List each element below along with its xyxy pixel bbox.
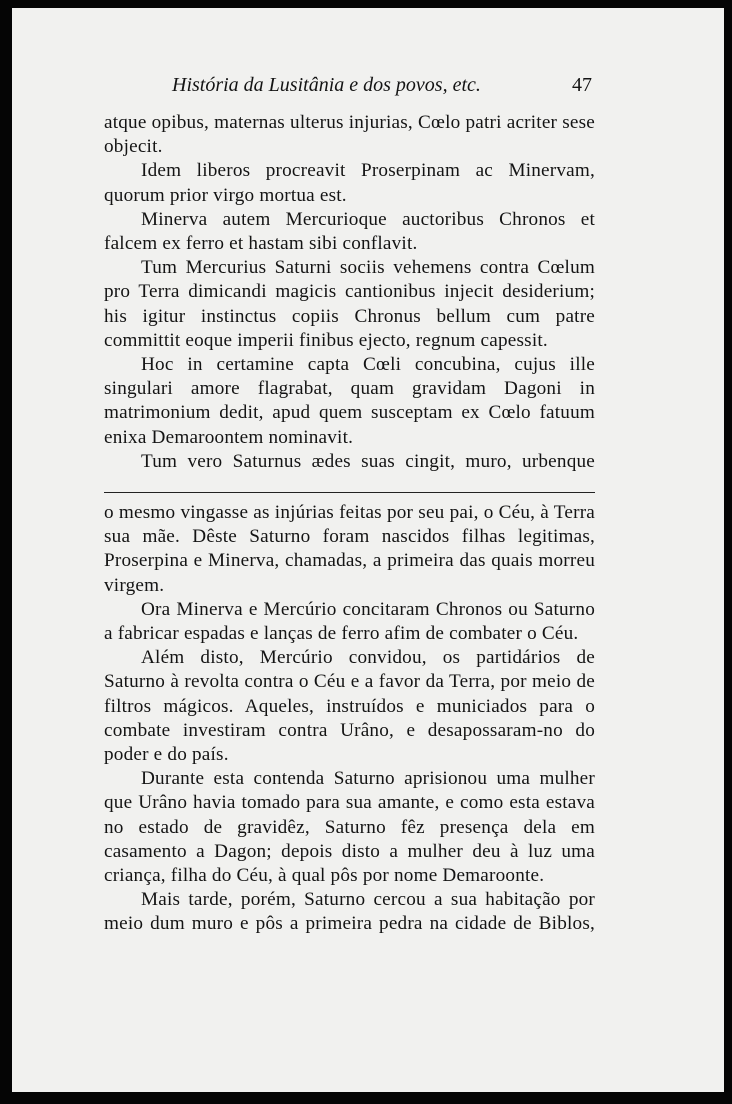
- portuguese-paragraph: Durante esta contenda Saturno aprisionou uma mulher que Urâno havia tomado para sua amante, e como esta estava no estado de gravidêz, Saturno fêz presença dela em casamento a Dagon; depois disto a mulher deu à luz uma criança, filha do Céu, à qual pôs por nome Demaroonte.: [104, 768, 595, 887]
- latin-paragraph: Minerva autem Mercurioque auctoribus Chronos et falcem ex ferro et hastam sibi conflavit.: [104, 208, 595, 255]
- latin-paragraph: Tum vero Saturnus ædes suas cingit, muro, urbenque: [141, 450, 595, 472]
- portuguese-paragraph: Mais tarde, porém, Saturno cercou a sua habitação por meio dum muro e pôs a primeira pedra na cidade de Biblos,: [104, 889, 595, 935]
- page-header: [172, 68, 592, 100]
- section-divider: [104, 492, 595, 493]
- portuguese-paragraph: o mesmo vingasse as injúrias feitas por seu pai, o Céu, à Terra sua mãe. Dêste Saturno foram nascidos filhas legitimas, Proserpina e Minerva, chamadas, a primeira das quais morreu virgem.: [104, 502, 595, 596]
- page-number: 47: [572, 74, 592, 96]
- latin-paragraph: Tum Mercurius Saturni sociis vehemens contra Cœlum pro Terra dimicandi magicis cantionibus injecit desiderium; his igitur instinctus copiis Chronus bellum cum patre committit eoque imperii finibus ejecto, regnum capessit.: [104, 257, 595, 351]
- book-page: [12, 8, 724, 1092]
- portuguese-paragraph: Ora Minerva e Mercúrio concitaram Chronos ou Saturno a fabricar espadas e lanças de ferro afim de combater o Céu.: [104, 598, 595, 645]
- running-title: História da Lusitânia e dos povos, etc.: [172, 74, 481, 96]
- latin-paragraph: Idem liberos procreavit Proserpinam ac Minervam, quorum prior virgo mortua est.: [104, 160, 595, 206]
- portuguese-paragraph: Além disto, Mercúrio convidou, os partidários de Saturno à revolta contra o Céu e a favor da Terra, por meio de filtros mágicos. Aqueles, instruídos e municiados para o combate investiram contra Urâno, e desapossaram-no do poder e do país.: [104, 647, 595, 766]
- latin-text-block: [104, 111, 595, 474]
- portuguese-text-block: [104, 501, 595, 937]
- latin-paragraph: Hoc in certamine capta Cœli concubina, cujus ille singulari amore flagrabat, quam gravidam Dagoni in matrimonium dedit, apud quem susceptam ex Cœlo fatuum enixa Demaroontem nominavit.: [104, 354, 595, 448]
- latin-paragraph: atque opibus, maternas ulterus injurias, Cœlo patri acriter sese objecit.: [104, 112, 595, 158]
